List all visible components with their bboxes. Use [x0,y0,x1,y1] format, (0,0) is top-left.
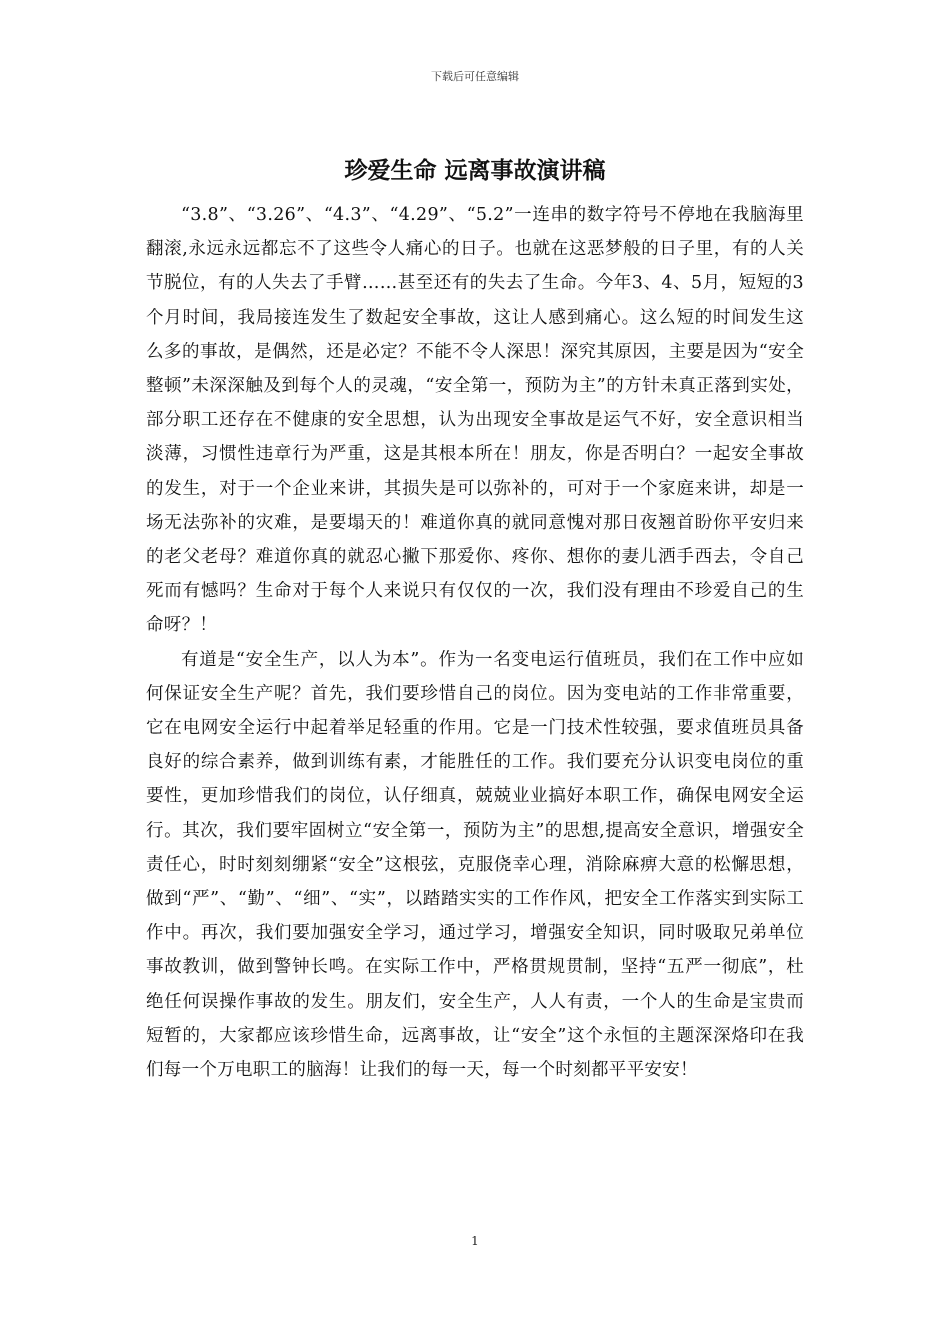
paragraph-1: “3.8”、“3.26”、“4.3”、“4.29”、“5.2”一连串的数字符号不停地在我脑海里翻滚,永远永远都忘不了这些令人痛心的日子。也就在这恶梦般的日子里，有的人关节脱位，有的人失去了手臂……甚至还有的失去了生命。今年3、4、5月，短短的3个月时间，我局接连发生了数起安全事故，这让人感到痛心。这么短的时间发生这么多的事故，是偶然，还是必定？不能不令人深思！深究其原因，主要是因为“安全整顿”未深深触及到每个人的灵魂，“安全第一，预防为主”的方针未真正落到实处，部分职工还存在不健康的安全思想，认为出现安全事故是运气不好，安全意识相当淡薄，习惯性违章行为严重，这是其根本所在！朋友，你是否明白？一起安全事故的发生，对于一个企业来讲，其损失是可以弥补的，可对于一个家庭来讲，却是一场无法弥补的灾难，是要塌天的！难道你真的就同意愧对那日夜翘首盼你平安归来的老父老母？难道你真的就忍心撇下那爱你、疼你、想你的妻儿洒手西去，令自己死而有憾吗？生命对于每个人来说只有仅仅的一次，我们没有理由不珍爱自己的生命呀？！ [146,205,804,636]
paragraph-2: 有道是“安全生产，以人为本”。作为一名变电运行值班员，我们在工作中应如何保证安全生产呢？首先，我们要珍惜自己的岗位。因为变电站的工作非常重要，它在电网安全运行中起着举足轻重的作用。它是一门技术性较强，要求值班员具备良好的综合素养，做到训练有素，才能胜任的工作。我们要充分认识变电岗位的重要性，更加珍惜我们的岗位，认仔细真，兢兢业业搞好本职工作，确保电网安全运行。其次，我们要牢固树立“安全第一，预防为主”的思想,提高安全意识，增强安全责任心，时时刻刻绷紧“安全”这根弦，克服侥幸心理，消除麻痹大意的松懈思想，做到“严”、“勤”、“细”、“实”，以踏踏实实的工作作风，把安全工作落实到实际工作中。再次，我们要加强安全学习，通过学习，增强安全知识，同时吸取兄弟单位事故教训，做到警钟长鸣。在实际工作中，严格贯规贯制，坚持“五严一彻底”，杜绝任何误操作事故的发生。朋友们，安全生产，人人有责，一个人的生命是宝贵而短暂的，大家都应该珍惜生命，远离事故，让“安全”这个永恒的主题深深烙印在我们每一个万电职工的脑海！让我们的每一天，每一个时刻都平平安安！ [146,649,804,1081]
document-body [146,198,804,1087]
document-title: 珍爱生命 远离事故演讲稿 [344,158,606,184]
page-number: 1 [471,1234,479,1248]
page-header-note: 下载后可任意编辑 [431,70,519,83]
